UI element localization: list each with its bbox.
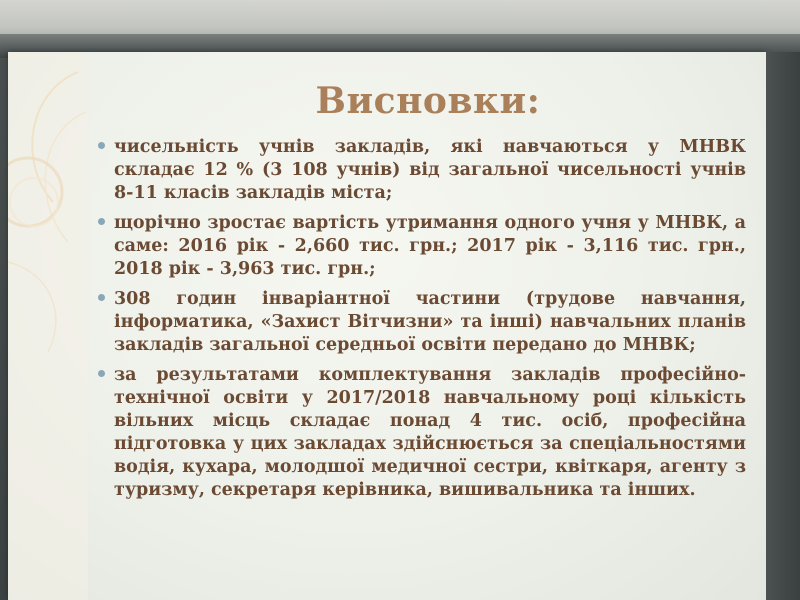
bullet-dot-icon xyxy=(98,142,105,149)
list-item xyxy=(114,212,746,281)
list-item-text: 308 годин інваріантної частини (трудове навчання, інформатика, «Захист Вітчизни» та інші) навчальних планів закладів загальної середньої освіти передано до МНВК; xyxy=(114,289,746,355)
projector-screen-edge xyxy=(766,52,800,600)
bullet-dot-icon xyxy=(98,294,105,301)
bullet-dot-icon xyxy=(98,370,105,377)
presentation-slide xyxy=(8,52,766,600)
slide-decoration-arcs xyxy=(8,52,88,600)
list-item xyxy=(114,288,746,357)
list-item-text: щорічно зростає вартість утримання одного учня у МНВК, а саме: 2016 рік - 2,660 тис. грн.; 2017 рік - 3,116 тис. грн., 2018 рік - 3,963 тис. грн.; xyxy=(114,213,746,279)
list-item-text: чисельність учнів закладів, які навчаються у МНВК складає 12 % (3 108 учнів) від загальної чисельності учнів 8-11 класів закладів міста; xyxy=(114,137,746,203)
list-item xyxy=(114,364,746,502)
list-item xyxy=(114,136,746,205)
slide-title: Висновки: xyxy=(315,80,541,122)
conclusions-list xyxy=(114,136,746,509)
bullet-dot-icon xyxy=(98,218,105,225)
list-item-text: за результатами комплектування закладів професійно-технічної освіти у 2017/2018 навчальному році кількість вільних місць складає понад 4 тис. осіб, професійна підготовка у цих закладах здійснюється за спеціальностями водія, кухара, молодшої медичної сестри, квіткаря, агенту з туризму, секретаря керівника, вишивальника та інших. xyxy=(114,365,746,500)
